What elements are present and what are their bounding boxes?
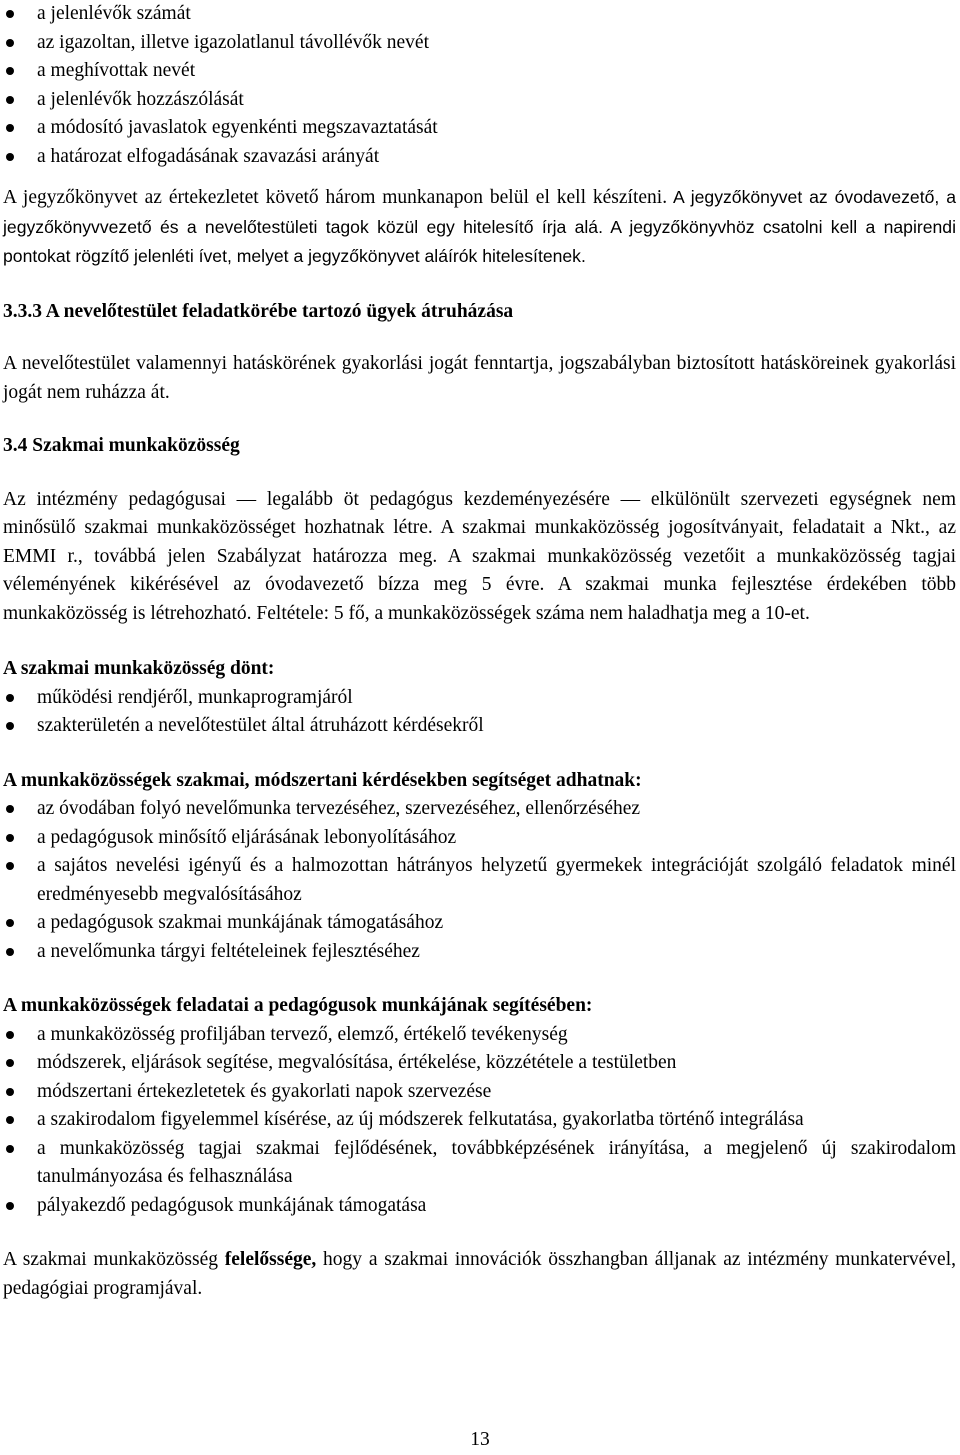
section-heading-333: 3.3.3 A nevelőtestület feladatkörébe tartozó ügyek átruházása: [3, 300, 514, 322]
minutes-paragraph-serif: A jegyzőkönyvet az értekezletet követő három munkanapon belül el kell készíteni.: [3, 187, 668, 208]
minutes-paragraph: [3, 183, 956, 272]
list-item: a jelenlévők hozzászólását: [3, 86, 956, 115]
closing-bold: felelőssége,: [224, 1249, 317, 1270]
list-item: a módosító javaslatok egyenkénti megszavaztatását: [3, 114, 956, 143]
list-item: a pedagógusok szakmai munkájának támogatásához: [3, 909, 956, 938]
dont-heading: A szakmai munkaközösség dönt:: [3, 658, 275, 679]
list-item: az óvodában folyó nevelőmunka tervezéséhez, szervezéséhez, ellenőrzéséhez: [3, 795, 956, 824]
closing-before: A szakmai munkaközösség: [3, 1249, 225, 1270]
list-item: a nevelőmunka tárgyi feltételeinek fejlesztéséhez: [3, 938, 956, 967]
list-item: a határozat elfogadásának szavazási arányát: [3, 143, 956, 172]
list-item: a sajátos nevelési igényű és a halmozottan hátrányos helyzetű gyermekek integrációját szolgáló feladatok minél eredményesebb megvalósításához: [3, 852, 956, 909]
closing-after: hogy a szakmai innovációk összhangban álljanak az intézmény munkatervével, pedagógiai programjával.: [3, 1249, 956, 1299]
list-item: módszertani értekezletetek és gyakorlati napok szervezése: [3, 1078, 956, 1107]
list-item: az igazoltan, illetve igazolatlanul távollévők nevét: [3, 29, 956, 58]
list-item: a jelenlévők számát: [3, 0, 956, 29]
section-34-text: Az intézmény pedagógusai ― legalább öt pedagógus kezdeményezésére ― elkülönült szervezeti egységnek nem minősülő szakmai munkaközösséget hozhatnak létre. A szakmai munkaközösség jogosítványait, feladatait a Nkt., az EMMI r., továbbá jelen Szabályzat határozza meg. A szakmai munkaközösség vezetőit a munkaközösség tagjai véleményének kikérésével az óvodavezető bízza meg 5 évre. A szakmai munka fejlesztése érdekében több munkaközösség is létrehozható. Feltétele: 5 fő, a munkaközösségek száma nem haladhatja meg a 10-et.: [3, 488, 956, 624]
page-number: 13: [470, 1429, 490, 1450]
section-heading-34: 3.4 Szakmai munkaközösség: [3, 435, 240, 456]
list-item: a meghívottak nevét: [3, 57, 956, 86]
segitseg-list: [3, 795, 956, 966]
minutes-paragraph-sans: A jegyzőkönyvet az óvodavezető, a jegyzőkönyvvezető és a nevelőtestületi tagok közül egy hitelesítő írja alá. A jegyzőkönyvhöz csatolni kell a napirendi pontokat rögzítő jelenléti ívet, melyet a jegyzőkönyvet aláírók hitelesítenek.: [3, 187, 956, 266]
section-333-text: A nevelőtestület valamennyi hatáskörének gyakorlási jogát fenntartja, jogszabályban biztosított hatásköreinek gyakorlási jogát nem ruházza át.: [3, 353, 956, 403]
list-item: a munkaközösség profiljában tervező, elemző, értékelő tevékenység: [3, 1021, 956, 1050]
feladatai-list: [3, 1021, 956, 1221]
recorded-items-list: [3, 0, 956, 171]
segitseg-heading: A munkaközösségek szakmai, módszertani kérdésekben segítséget adhatnak:: [3, 769, 642, 791]
feladatai-heading: A munkaközösségek feladatai a pedagógusok munkájának segítésében:: [3, 995, 593, 1016]
list-item: a pedagógusok minősítő eljárásának lebonyolításához: [3, 824, 956, 853]
list-item: a szakirodalom figyelemmel kísérése, az új módszerek felkutatása, gyakorlatba történő integrálása: [3, 1106, 956, 1135]
document-page: [3, 0, 956, 1303]
list-item: módszerek, eljárások segítése, megvalósítása, értékelése, közzététele a testületben: [3, 1049, 956, 1078]
list-item: szakterületén a nevelőtestület által átruházott kérdésekről: [3, 712, 956, 741]
closing-paragraph: [3, 1246, 956, 1303]
list-item: működési rendjéről, munkaprogramjáról: [3, 684, 956, 713]
dont-list: [3, 684, 956, 741]
list-item: pályakezdő pedagógusok munkájának támogatása: [3, 1192, 956, 1221]
list-item: a munkaközösség tagjai szakmai fejlődésének, továbbképzésének irányítása, a megjelenő új szakirodalom tanulmányozása és felhasználása: [3, 1135, 956, 1192]
